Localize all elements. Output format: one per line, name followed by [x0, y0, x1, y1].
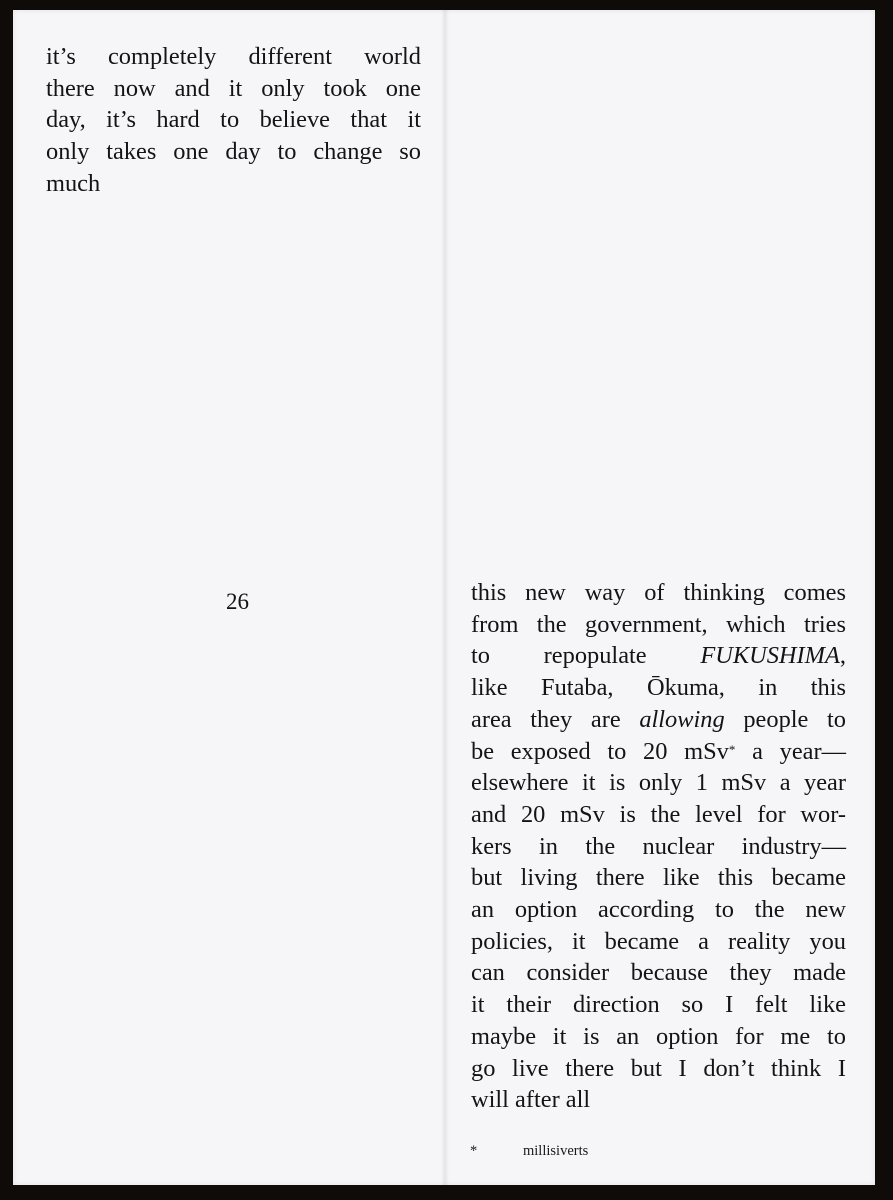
text-line: day, it’s hard to believe that it: [46, 106, 421, 134]
text-segment: will after all: [471, 1086, 591, 1114]
text-line: [471, 640, 846, 672]
text-line: there now and it only took one: [46, 74, 421, 102]
text-segment: people to: [724, 705, 846, 733]
italic-emphasis: FUKUSHIMA: [700, 642, 840, 670]
text-segment: an option according to the new: [471, 896, 846, 924]
text-segment: it their direction so I felt like: [471, 991, 846, 1019]
text-segment: a year—: [735, 737, 846, 765]
footnote-mark: *: [470, 1143, 478, 1159]
text-segment: policies, it became a reality you: [471, 927, 846, 955]
text-line: [471, 704, 846, 736]
footnote: [470, 1143, 588, 1160]
text-line: [471, 799, 846, 831]
right-page-text: [471, 577, 846, 1116]
text-line: [471, 1084, 846, 1116]
text-segment: can consider because they made: [471, 959, 846, 987]
text-segment: to repopulate: [471, 642, 701, 670]
text-segment: from the government, which tries: [471, 610, 846, 638]
text-line: [471, 577, 846, 609]
text-line: [471, 957, 846, 989]
italic-emphasis: allowing: [639, 705, 725, 733]
text-line: [471, 767, 846, 799]
text-segment: elsewhere it is only 1 mSv a year: [471, 769, 846, 797]
text-line: [471, 894, 846, 926]
text-segment: maybe it is an option for me to: [471, 1022, 846, 1050]
text-line: [471, 926, 846, 958]
text-line: [471, 989, 846, 1021]
text-line: only takes one day to change so: [46, 138, 421, 166]
text-line: [471, 831, 846, 863]
text-line: [471, 1021, 846, 1053]
text-line: [471, 672, 846, 704]
left-page: [13, 10, 443, 1185]
text-line: [471, 609, 846, 641]
text-line: much: [46, 169, 101, 197]
right-page: [445, 10, 875, 1185]
text-segment: and 20 mSv is the level for wor-: [471, 800, 846, 828]
text-segment: go live there but I don’t think I: [471, 1054, 846, 1082]
text-segment: ,: [839, 642, 846, 670]
text-segment: kers in the nuclear industry—: [471, 832, 846, 860]
book-spread: [13, 10, 875, 1185]
page-number: 26: [226, 589, 249, 614]
footnote-reference: *: [728, 741, 736, 757]
text-line: [471, 736, 846, 768]
text-segment: area they are: [471, 705, 640, 733]
text-segment: this new way of thinking comes: [471, 579, 846, 606]
footnote-text: millisiverts: [523, 1143, 589, 1159]
text-segment: but living there like this became: [471, 864, 846, 892]
text-line: [471, 862, 846, 894]
text-line: it’s completely different world: [46, 43, 421, 70]
text-segment: be exposed to 20 mSv: [471, 737, 729, 765]
text-line: [471, 1053, 846, 1085]
left-page-text: [46, 41, 421, 200]
text-segment: like Futaba, Ōkuma, in this: [471, 674, 846, 702]
